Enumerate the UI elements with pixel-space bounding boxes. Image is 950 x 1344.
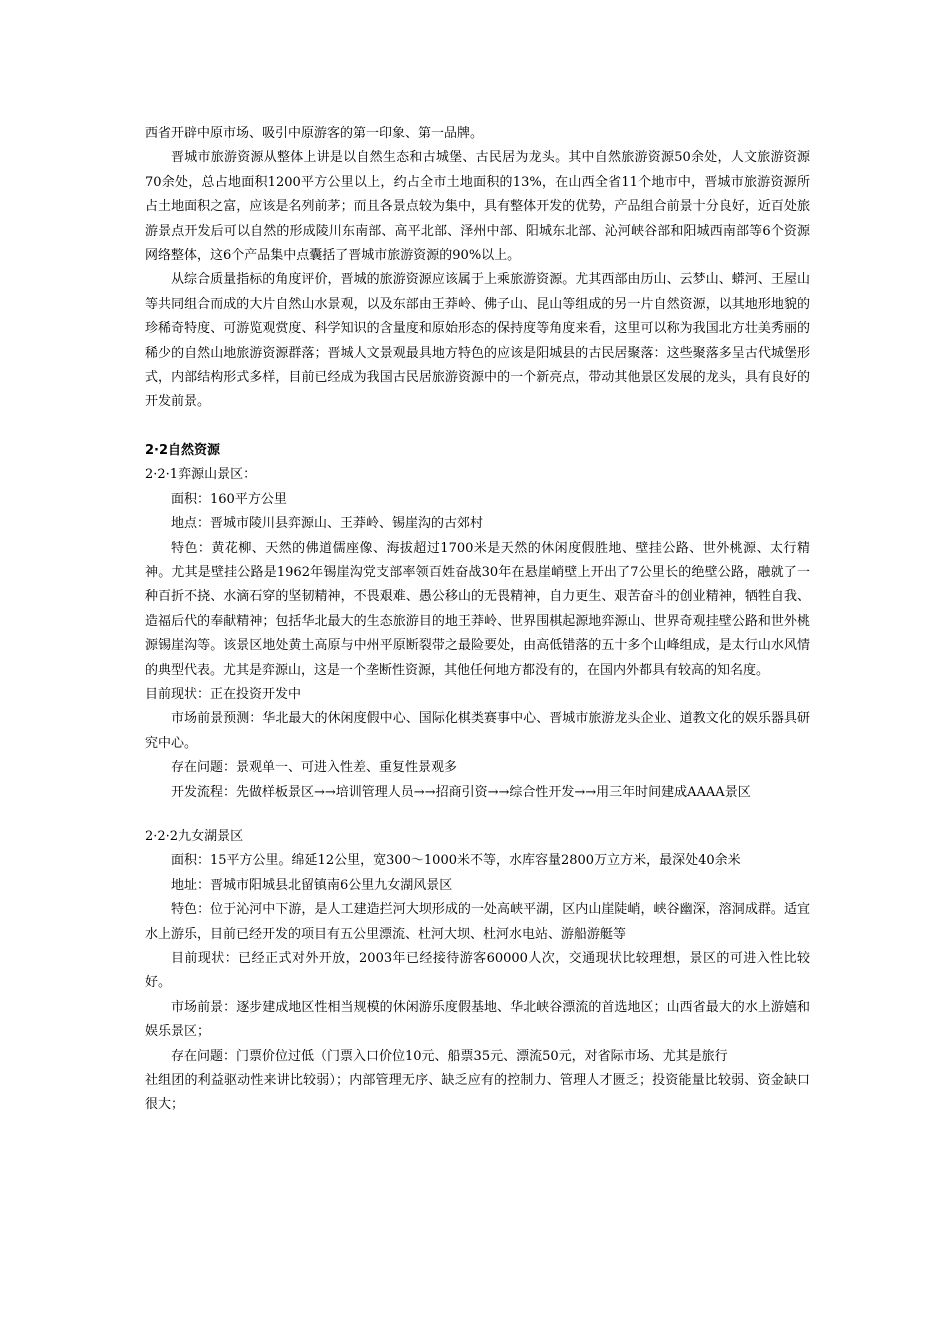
process-paragraph: 开发流程：先做样板景区→→培训管理人员→→招商引资→→综合性开发→→用三年时间建成AAAA景区 <box>171 784 751 800</box>
problems-field: 存在问题：景观单一、可进入性差、重复性景观多 <box>171 760 458 776</box>
market-paragraph: 市场前景：逐步建成地区性相当规模的休闲游乐度假基地、华北峡谷漂流的首选地区；山西省最大的水上游嬉和娱乐景区； <box>145 999 810 1040</box>
location-field: 地点：晋城市陵川县弈源山、王莽岭、锡崖沟的古郊村 <box>171 516 484 532</box>
spacer <box>145 415 810 439</box>
features-paragraph: 特色：位于沁河中下游，是人工建造拦河大坝形成的一处高峡平湖，区内山崖陡峭，峡谷幽深，溶洞成群。适宜水上游乐，目前已经开发的项目有五公里漂流、杜河大坝、杜河水电站、游船游艇等 <box>145 902 810 942</box>
area-paragraph: 面积：15平方公里。绵延12公里，宽300～1000米不等，水库容量2800万立方米，最深处40余米 <box>171 853 741 869</box>
status-field: 目前现状：正在投资开发中 <box>145 686 302 702</box>
problems-continuation: 社组团的利益驱动性来讲比较弱）；内部管理无序、缺乏应有的控制力、管理人才匮乏；投资能量比较弱、资金缺口很大； <box>145 1073 810 1113</box>
intro-lead-paragraph: 西省开辟中原市场、吸引中原游客的第一印象、第一品牌。 <box>145 126 484 141</box>
document-body <box>145 122 810 1118</box>
status-paragraph: 目前现状：已经正式对外开放，2003年已经接待游客60000人次，交通现状比较理想，景区的可进入性比较好。 <box>145 951 810 991</box>
intro-paragraph-2: 从综合质量指标的角度评价，晋城的旅游资源应该属于上乘旅游资源。尤其西部由历山、云梦山、蟒河、王屋山等共同组合而成的大片自然山水景观，以及东部由王莽岭、佛子山、昆山等组成的另一片自然资源，以其地形地貌的珍稀奇特度、可游览观赏度、科学知识的含量度和原始形态的保持度等角度来看，这里可以称为我国北方壮美秀丽的稀少的自然山地旅游资源群落；晋城人文景观最具地方特色的应该是阳城县的古民居聚落：这些聚落多呈古代城堡形式，内部结构形式多样，目前已经成为我国古民居旅游资源中的一个新亮点，带动其他景区发展的龙头，具有良好的开发前景。 <box>145 272 810 410</box>
intro-paragraph-1: 晋城市旅游资源从整体上讲是以自然生态和古城堡、古民居为龙头。其中自然旅游资源50余处，人文旅游资源70余处，总占地面积1200平方公里以上，约占全市土地面积的13%，在山西全省11个地市中，晋城市旅游资源所占土地面积之富，应该是名列前茅；而且各景点较为集中，具有整体开发的优势，产品组合前景十分良好，近百处旅游景点开发后可以自然的形成陵川东南部、高平北部、泽州中部、阳城东北部、沁河峡谷部和阳城西南部等6个资源网络整体，这6个产品集中点囊括了晋城市旅游资源的90%以上。 <box>145 150 810 264</box>
spacer <box>145 805 810 825</box>
problems-line: 存在问题：门票价位过低（门票入口价位10元、船票35元、漂流50元，对省际市场、尤其是旅行 <box>171 1048 728 1064</box>
address-field: 地址：晋城市阳城县北留镇南6公里九女湖风景区 <box>171 877 453 893</box>
subsection-title-2: 2·2·2九女湖景区 <box>145 828 244 844</box>
subsection-title-1: 2·2·1弈源山景区： <box>145 467 257 483</box>
area-field: 面积：160平方公里 <box>171 491 287 507</box>
features-paragraph: 特色：黄花柳、天然的佛道儒座像、海拔超过1700米是天然的休闲度假胜地、壁挂公路、世外桃源、太行精神。尤其是壁挂公路是1962年锡崖沟党支部率领百姓奋战30年在悬崖峭壁上开出了7公里长的绝壁公路，融就了一种百折不挠、水滴石穿的坚韧精神，不畏艰难、愚公移山的无畏精神，自力更生、艰苦奋斗的创业精神，牺牲自我、造福后代的奉献精神；包括华北最大的生态旅游目的地王莽岭、世界围棋起源地弈源山、世界奇观挂壁公路和世外桃源锡崖沟等。该景区地处黄土高原与中州平原断裂带之最险要处，由高低错落的五十多个山峰组成，是太行山水风情的典型代表。尤其是弈源山，这是一个垄断性资源，其他任何地方都没有的，在国内外都具有较高的知名度。 <box>145 540 810 678</box>
market-paragraph: 市场前景预测：华北最大的休闲度假中心、国际化棋类赛事中心、晋城市旅游龙头企业、道教文化的娱乐器具研究中心。 <box>145 711 810 751</box>
section-heading: 2·2自然资源 <box>145 442 221 458</box>
